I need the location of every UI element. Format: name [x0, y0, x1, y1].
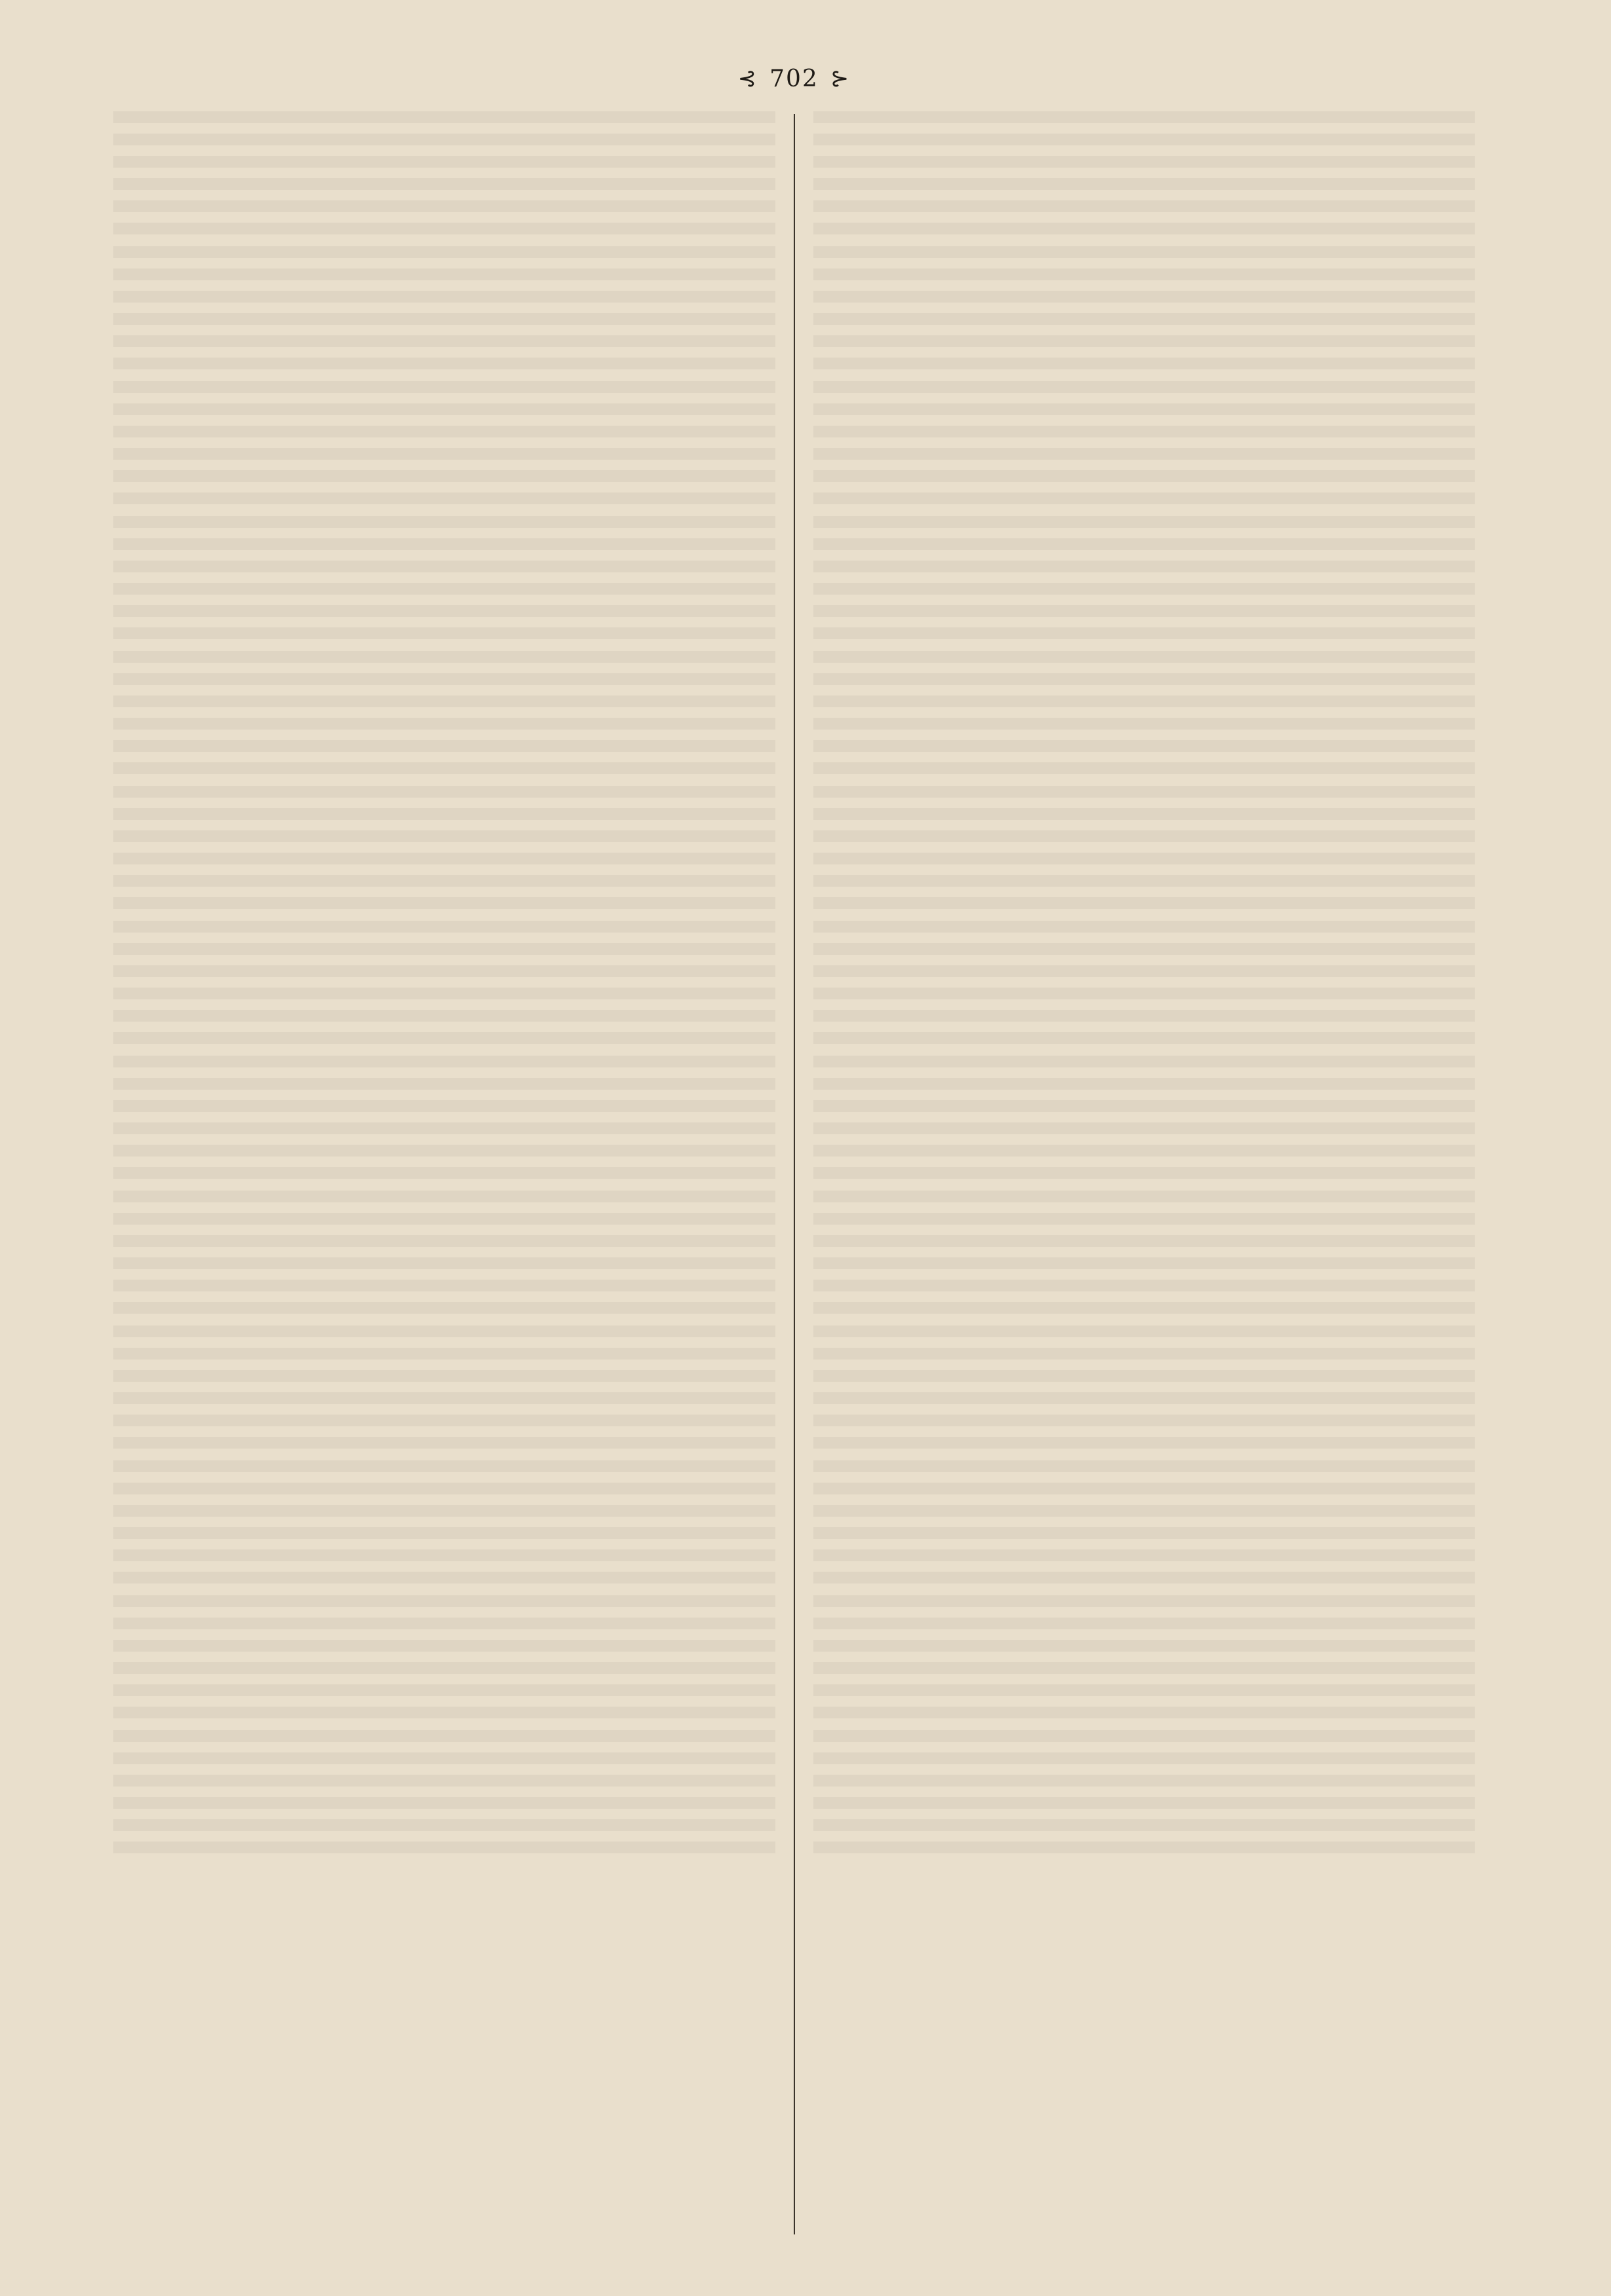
- paragraph: [113, 1325, 775, 1456]
- paragraph: [813, 111, 1475, 242]
- text-columns: [95, 111, 1493, 2237]
- paragraph: [813, 246, 1475, 377]
- paragraph: [813, 1325, 1475, 1456]
- paragraph: [813, 1056, 1475, 1187]
- page-header: [95, 52, 1493, 105]
- paragraph: [113, 1056, 775, 1187]
- page-number: 702: [769, 65, 819, 92]
- paragraph: [813, 1191, 1475, 1322]
- paragraph: [813, 786, 1475, 917]
- paragraph: [813, 1460, 1475, 1591]
- paragraph: [813, 1595, 1475, 1726]
- paragraph: [113, 1595, 775, 1726]
- paragraph: [113, 246, 775, 377]
- paragraph: [813, 516, 1475, 647]
- paragraph: [113, 381, 775, 512]
- paragraph: [113, 111, 775, 242]
- paragraph: [113, 1191, 775, 1322]
- paragraph: [813, 381, 1475, 512]
- paragraph: [113, 516, 775, 647]
- ornament-right: ⊱: [830, 65, 851, 92]
- column-right: [795, 111, 1494, 2237]
- paragraph: [813, 921, 1475, 1052]
- paragraph: [813, 651, 1475, 782]
- paragraph: [813, 1730, 1475, 1861]
- paragraph: [113, 921, 775, 1052]
- paragraph: [113, 651, 775, 782]
- paragraph: [113, 1730, 775, 1861]
- column-left: [95, 111, 794, 2237]
- paragraph: [113, 1460, 775, 1591]
- paragraph: [113, 786, 775, 917]
- ornament-left: ⊰: [737, 65, 758, 92]
